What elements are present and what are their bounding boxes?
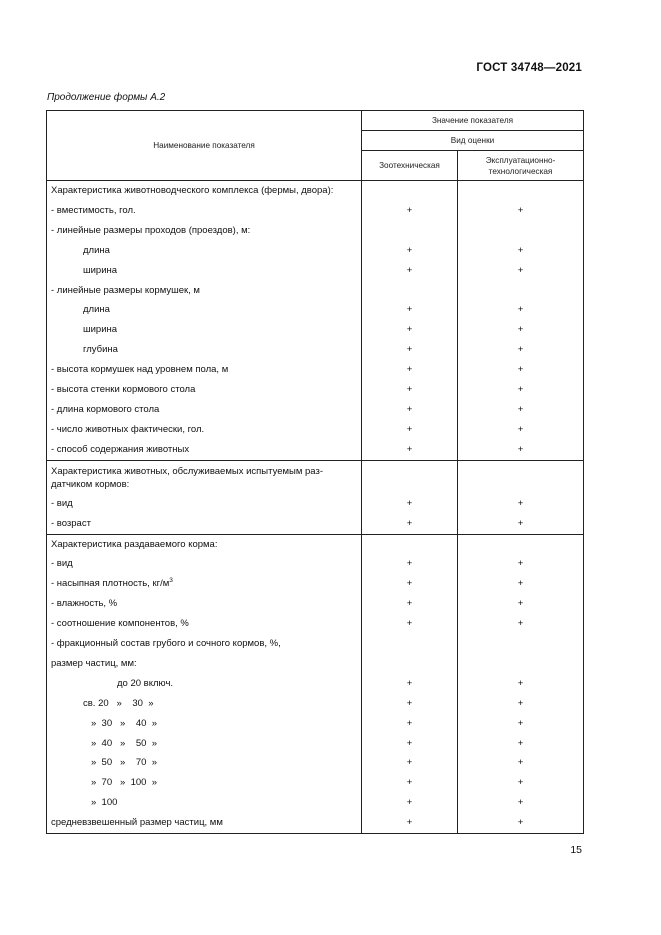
row-value-zootechnical: +	[362, 574, 458, 594]
row-value-operational	[458, 634, 584, 654]
standard-code: ГОСТ 34748—2021	[476, 62, 582, 74]
row-value-operational: +	[458, 594, 584, 614]
row-value-zootechnical: +	[362, 773, 458, 793]
table-row	[47, 773, 584, 793]
row-label: - соотношение компонентов, %	[47, 614, 362, 634]
row-value-operational: +	[458, 514, 584, 534]
header-operational	[458, 151, 584, 181]
row-value-zootechnical	[362, 221, 458, 241]
header-indicator-name: Наименование показателя	[47, 111, 362, 181]
row-label	[47, 694, 362, 714]
row-value-operational: +	[458, 753, 584, 773]
row-label-text: » 30 » 40 »	[91, 717, 158, 729]
row-value-operational: +	[458, 674, 584, 694]
header-indicator-value: Значение показателя	[362, 111, 584, 131]
row-value-operational: +	[458, 714, 584, 734]
row-value-zootechnical: +	[362, 440, 458, 460]
row-value-operational: +	[458, 554, 584, 574]
row-label: - линейные размеры проходов (проездов), м:	[47, 221, 362, 241]
row-value-operational	[458, 460, 584, 478]
row-value-zootechnical	[362, 281, 458, 301]
header-operational-line1: Эксплуатационно-	[485, 155, 556, 165]
row-label: - возраст	[47, 514, 362, 534]
table-row	[47, 574, 584, 594]
row-value-zootechnical: +	[362, 261, 458, 281]
form-caption: Продолжение формы А.2	[47, 92, 166, 103]
table-row	[47, 300, 584, 320]
row-value-operational: +	[458, 320, 584, 340]
row-value-operational: +	[458, 420, 584, 440]
row-label-text: ширина	[83, 324, 118, 336]
table-row	[47, 494, 584, 514]
row-label: - вместимость, гол.	[47, 201, 362, 221]
row-value-zootechnical: +	[362, 694, 458, 714]
table-row	[47, 181, 584, 201]
indicators-table	[46, 110, 584, 834]
row-label	[47, 674, 362, 694]
row-value-operational	[458, 534, 584, 554]
row-label	[47, 793, 362, 813]
table-row	[47, 654, 584, 674]
row-label-text: длина	[83, 304, 110, 316]
table-row	[47, 714, 584, 734]
row-label-text: ширина	[83, 264, 118, 276]
row-label: - длина кормового стола	[47, 400, 362, 420]
row-label-text: » 50 » 70 »	[91, 757, 158, 769]
row-label	[47, 574, 362, 594]
table-row	[47, 360, 584, 380]
row-value-operational	[458, 654, 584, 674]
row-label: - вид	[47, 554, 362, 574]
row-label: датчиком кормов:	[47, 478, 362, 494]
row-label: - высота стенки кормового стола	[47, 380, 362, 400]
row-value-operational: +	[458, 360, 584, 380]
table-row	[47, 734, 584, 754]
table-row	[47, 440, 584, 460]
row-label	[47, 753, 362, 773]
row-value-operational: +	[458, 734, 584, 754]
table-row	[47, 753, 584, 773]
table-row	[47, 694, 584, 714]
row-label	[47, 714, 362, 734]
row-value-zootechnical	[362, 460, 458, 478]
row-label-text: до 20 включ.	[117, 677, 174, 689]
row-label: - линейные размеры кормушек, м	[47, 281, 362, 301]
table-row	[47, 420, 584, 440]
table-row	[47, 340, 584, 360]
table-row	[47, 594, 584, 614]
table-row	[47, 460, 584, 478]
row-label: Характеристика раздаваемого корма:	[47, 534, 362, 554]
table-row	[47, 241, 584, 261]
table-row	[47, 221, 584, 241]
row-value-zootechnical: +	[362, 793, 458, 813]
row-value-operational	[458, 478, 584, 494]
table-row	[47, 380, 584, 400]
row-value-zootechnical	[362, 478, 458, 494]
page-number: 15	[570, 844, 582, 856]
row-label	[47, 241, 362, 261]
row-value-zootechnical: +	[362, 340, 458, 360]
row-value-zootechnical: +	[362, 241, 458, 261]
row-value-zootechnical: +	[362, 320, 458, 340]
row-value-zootechnical: +	[362, 494, 458, 514]
table-row	[47, 320, 584, 340]
table-row	[47, 634, 584, 654]
table-row	[47, 534, 584, 554]
row-value-zootechnical	[362, 534, 458, 554]
row-value-operational: +	[458, 773, 584, 793]
row-label: - влажность, %	[47, 594, 362, 614]
row-label: - число животных фактически, гол.	[47, 420, 362, 440]
row-label	[47, 300, 362, 320]
row-value-zootechnical: +	[362, 514, 458, 534]
row-value-zootechnical	[362, 634, 458, 654]
row-label-text: длина	[83, 244, 110, 256]
table-row	[47, 261, 584, 281]
row-value-operational: +	[458, 380, 584, 400]
table-row	[47, 400, 584, 420]
table-row	[47, 614, 584, 634]
row-label-text: глубина	[83, 344, 118, 356]
row-value-operational: +	[458, 694, 584, 714]
header-zootechnical: Зоотехническая	[362, 151, 458, 181]
row-label-text: » 100	[91, 797, 118, 809]
row-label: - вид	[47, 494, 362, 514]
row-value-zootechnical: +	[362, 400, 458, 420]
superscript: 3	[169, 577, 173, 585]
row-label	[47, 734, 362, 754]
row-value-operational	[458, 181, 584, 201]
row-value-operational	[458, 281, 584, 301]
row-label	[47, 320, 362, 340]
row-label-text: св. 20 » 30 »	[83, 697, 154, 709]
row-label-text: » 70 » 100 »	[91, 777, 158, 789]
row-label	[47, 773, 362, 793]
row-value-zootechnical: +	[362, 300, 458, 320]
row-label-text: » 40 » 50 »	[91, 737, 158, 749]
table-row	[47, 793, 584, 813]
row-value-operational: +	[458, 614, 584, 634]
row-value-zootechnical: +	[362, 753, 458, 773]
header-assessment-type: Вид оценки	[362, 131, 584, 151]
row-value-operational: +	[458, 440, 584, 460]
row-value-zootechnical: +	[362, 360, 458, 380]
row-label-text: - насыпная плотность, кг/м	[51, 578, 170, 590]
row-value-operational: +	[458, 400, 584, 420]
table-row	[47, 554, 584, 574]
row-label: Характеристика животных, обслуживаемых испытуемым раз-	[47, 460, 362, 478]
table-row	[47, 201, 584, 221]
row-value-zootechnical: +	[362, 674, 458, 694]
row-value-zootechnical: +	[362, 714, 458, 734]
row-value-operational: +	[458, 241, 584, 261]
row-value-operational: +	[458, 813, 584, 833]
row-value-operational: +	[458, 340, 584, 360]
table-row	[47, 674, 584, 694]
row-value-zootechnical: +	[362, 201, 458, 221]
row-value-zootechnical: +	[362, 554, 458, 574]
row-value-operational: +	[458, 494, 584, 514]
row-value-operational: +	[458, 574, 584, 594]
row-value-zootechnical: +	[362, 813, 458, 833]
row-value-operational: +	[458, 201, 584, 221]
row-label: размер частиц, мм:	[47, 654, 362, 674]
row-label	[47, 340, 362, 360]
row-label: - высота кормушек над уровнем пола, м	[47, 360, 362, 380]
row-label: средневзвешенный размер частиц, мм	[47, 813, 362, 833]
row-value-operational: +	[458, 793, 584, 813]
row-value-zootechnical: +	[362, 594, 458, 614]
table-row	[47, 281, 584, 301]
header-operational-line2: технологическая	[488, 166, 553, 176]
row-label: - способ содержания животных	[47, 440, 362, 460]
row-label: Характеристика животноводческого комплекса (фермы, двора):	[47, 181, 362, 201]
row-value-zootechnical	[362, 181, 458, 201]
row-value-zootechnical: +	[362, 614, 458, 634]
row-value-operational: +	[458, 300, 584, 320]
row-value-zootechnical	[362, 654, 458, 674]
row-label: - фракционный состав грубого и сочного кормов, %,	[47, 634, 362, 654]
table-row	[47, 514, 584, 534]
row-value-zootechnical: +	[362, 734, 458, 754]
row-value-operational	[458, 221, 584, 241]
table-row	[47, 478, 584, 494]
row-label	[47, 261, 362, 281]
row-value-zootechnical: +	[362, 380, 458, 400]
row-value-zootechnical: +	[362, 420, 458, 440]
row-value-operational: +	[458, 261, 584, 281]
table-row	[47, 813, 584, 833]
